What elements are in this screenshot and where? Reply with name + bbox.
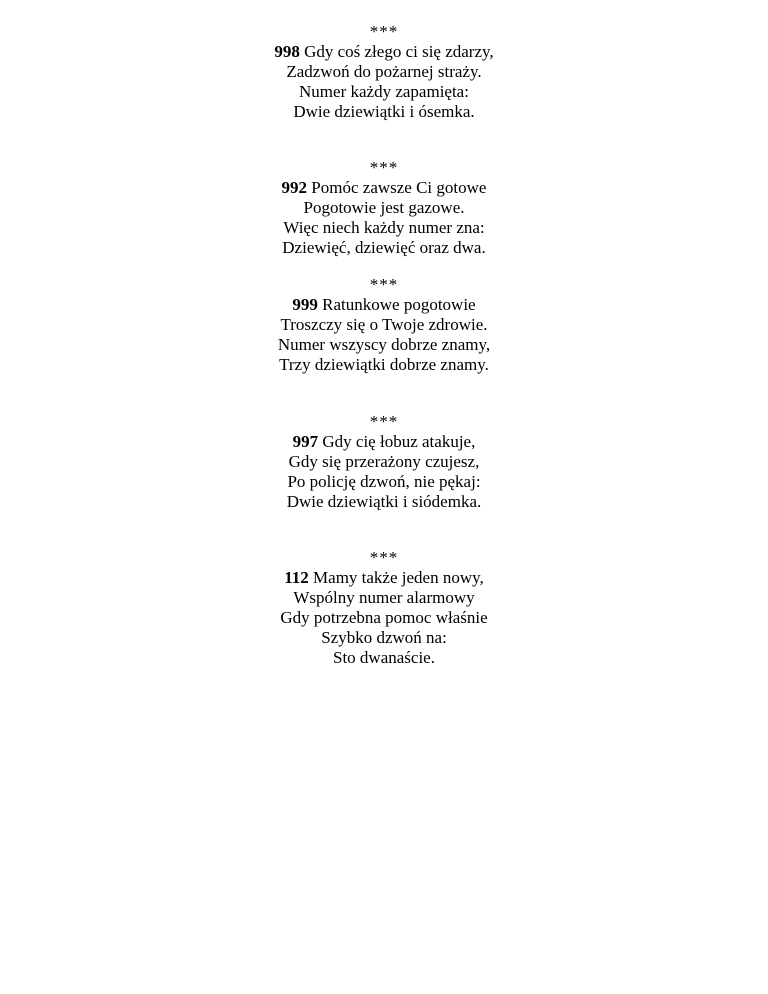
- first-line-text: Mamy także jeden nowy,: [308, 568, 484, 587]
- stanza-separator: ***: [369, 22, 399, 41]
- poem-line: Gdy potrzebna pomoc właśnie: [280, 608, 488, 627]
- poem-line: Dziewięć, dziewięć oraz dwa.: [282, 238, 486, 257]
- first-line-text: Ratunkowe pogotowie: [317, 295, 476, 314]
- poem-line: Sto dwanaście.: [333, 648, 435, 667]
- poem-line: Trzy dziewiątki dobrze znamy.: [279, 355, 489, 374]
- first-line-text: Gdy cię łobuz atakuje,: [318, 432, 476, 451]
- poem-line: Troszczy się o Twoje zdrowie.: [280, 315, 488, 334]
- poem-line: Pogotowie jest gazowe.: [303, 198, 465, 217]
- poem-line: Więc niech każdy numer zna:: [283, 218, 485, 237]
- poem-line: Numer każdy zapamięta:: [299, 82, 469, 101]
- emergency-number: 112: [284, 568, 309, 587]
- stanza-first-line: [0, 178, 768, 198]
- poem-line: Dwie dziewiątki i siódemka.: [286, 492, 482, 511]
- poem-line: Zadzwoń do pożarnej straży.: [286, 62, 482, 81]
- emergency-number: 999: [292, 295, 318, 314]
- poem-line: Wspólny numer alarmowy: [293, 588, 475, 607]
- emergency-number: 992: [281, 178, 308, 197]
- poem-stanza-112: [0, 548, 768, 668]
- stanza-separator: ***: [369, 412, 399, 431]
- emergency-number: 997: [292, 432, 319, 451]
- first-line-text: Gdy coś złego ci się zdarzy,: [299, 42, 494, 61]
- stanza-first-line: [0, 568, 768, 588]
- stanza-first-line: [0, 295, 768, 315]
- poem-line: Numer wszyscy dobrze znamy,: [277, 335, 491, 354]
- poem-line: Po policję dzwoń, nie pękaj:: [287, 472, 481, 491]
- stanza-separator: ***: [369, 158, 399, 177]
- poem-stanza-992: [0, 158, 768, 258]
- stanza-separator: ***: [369, 548, 399, 567]
- poem-line: Dwie dziewiątki i ósemka.: [293, 102, 475, 121]
- poem-stanza-998: [0, 22, 768, 122]
- stanza-first-line: [0, 42, 768, 62]
- first-line-text: Pomóc zawsze Ci gotowe: [307, 178, 487, 197]
- poem-stanza-999: [0, 275, 768, 375]
- poem-stanza-997: [0, 412, 768, 512]
- emergency-number: 998: [274, 42, 300, 61]
- poem-line: Gdy się przerażony czujesz,: [288, 452, 480, 471]
- stanza-first-line: [0, 432, 768, 452]
- document-page: [0, 22, 768, 668]
- poem-line: Szybko dzwoń na:: [321, 628, 447, 647]
- stanza-separator: ***: [369, 275, 399, 294]
